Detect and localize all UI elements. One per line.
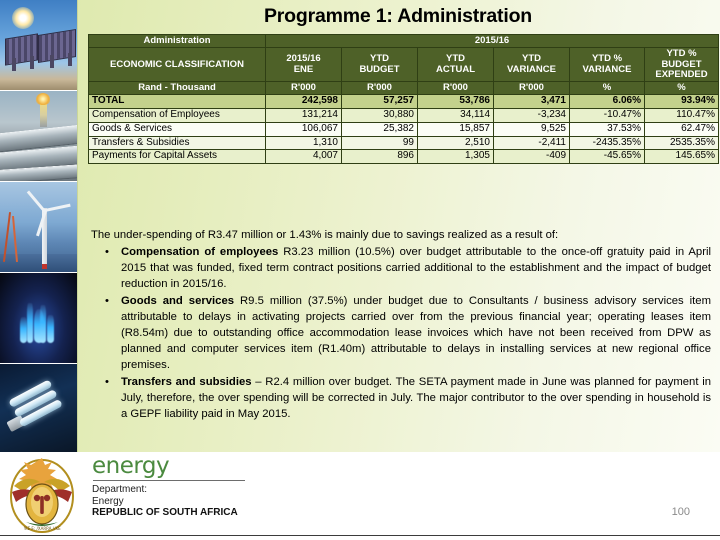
cell-ytd-budget: 896: [342, 150, 418, 164]
cell-ytd-budget: 99: [342, 136, 418, 150]
energy-image-strip: [0, 0, 78, 452]
logo-line-energy: Energy: [92, 495, 124, 507]
header-col-ytd-actual: [418, 48, 494, 82]
list-item: [87, 293, 711, 373]
cell-ytd-budget: 57,257: [342, 95, 418, 109]
row-label: Goods & Services: [89, 122, 266, 136]
cell-ytd-pct-variance: -2435.35%: [570, 136, 645, 150]
logo-line-country: REPUBLIC OF SOUTH AFRICA: [92, 507, 238, 518]
cell-ytd-pct-budget-expended: 145.65%: [645, 150, 719, 164]
logo-wordmark: energy: [92, 453, 170, 479]
cell-ytd-pct-budget-expended: 62.47%: [645, 122, 719, 136]
strip-image-cfl-bulb: [0, 364, 77, 452]
bullet-lead: Transfers and subsidies: [121, 376, 252, 389]
header-col-ytd-pct-budget-expended-l3: EXPENDED: [655, 68, 708, 80]
header-col-ytd-actual-l2: ACTUAL: [435, 63, 476, 75]
bullet-body: – R2.4 million over budget. The SETA payment made in June was planned for payment in July, therefore, the over spending will be corrected in July. The major contributor to the over spending in household is a GEPF liability paid in May 2015.: [121, 376, 711, 421]
cell-ene: 106,067: [266, 122, 342, 136]
cell-ytd-actual: 53,786: [418, 95, 494, 109]
header-col-ytd-pct-budget-expended-l1: YTD %: [666, 48, 697, 60]
table-header-row-units: [89, 82, 719, 95]
header-col-ene-l2: ENE: [293, 63, 314, 75]
table-row: [89, 150, 719, 164]
bullet-lead: Compensation of employees: [121, 246, 279, 259]
south-african-coat-of-arms: [6, 452, 78, 534]
footer-rule: [0, 535, 720, 536]
cell-ytd-variance: -3,234: [494, 109, 570, 123]
table-header-row-top: [89, 35, 719, 48]
header-economic-classification: ECONOMIC CLASSIFICATION: [89, 48, 266, 82]
strip-image-wind-turbine: [0, 182, 77, 273]
cell-ytd-variance: 9,525: [494, 122, 570, 136]
bullet-glyph-icon: •: [105, 376, 109, 389]
list-item: [87, 374, 711, 422]
cell-ene: 1,310: [266, 136, 342, 150]
header-col-ytd-pct-variance-l2: VARIANCE: [582, 63, 632, 75]
cell-ytd-variance: -2,411: [494, 136, 570, 150]
header-unit-ytd-budget: R'000: [342, 82, 418, 95]
header-col-ytd-budget-l1: YTD: [370, 53, 389, 65]
cell-ytd-actual: 1,305: [418, 150, 494, 164]
logo-divider: [93, 480, 245, 481]
header-col-ene-l1: 2015/16: [286, 53, 321, 65]
header-unit-ytd-actual: R'000: [418, 82, 494, 95]
header-col-ytd-variance-l1: YTD: [522, 53, 541, 65]
department-logo: [92, 455, 342, 519]
strip-image-blue-flame: [0, 273, 77, 364]
header-unit-label: Rand - Thousand: [89, 82, 266, 95]
bullet-lead: Goods and services: [121, 295, 235, 308]
row-label: TOTAL: [89, 95, 266, 109]
header-col-ytd-budget: [342, 48, 418, 82]
svg-text:!KE E: /XARRA //KE: !KE E: /XARRA //KE: [23, 526, 61, 531]
page-number: 100: [671, 506, 690, 518]
narrative-text: [87, 227, 711, 423]
header-col-ytd-variance: [494, 48, 570, 82]
header-col-ytd-pct-budget-expended-l2: BUDGET: [661, 58, 702, 70]
header-col-ytd-actual-l1: YTD: [446, 53, 465, 65]
cell-ytd-pct-variance: -10.47%: [570, 109, 645, 123]
cell-ytd-variance: 3,471: [494, 95, 570, 109]
cell-ytd-pct-budget-expended: 2535.35%: [645, 136, 719, 150]
header-col-ene: [266, 48, 342, 82]
bullet-glyph-icon: •: [105, 246, 109, 259]
cell-ene: 4,007: [266, 150, 342, 164]
table-body: [89, 95, 719, 164]
table-header: [89, 35, 719, 95]
table-row: [89, 95, 719, 109]
row-label: Compensation of Employees: [89, 109, 266, 123]
cell-ytd-variance: -409: [494, 150, 570, 164]
table-row: [89, 136, 719, 150]
list-item: [87, 244, 711, 292]
cell-ytd-pct-variance: 6.06%: [570, 95, 645, 109]
header-col-ytd-pct-variance-l1: YTD %: [591, 53, 623, 65]
bullet-body: R9.5 million (37.5%) under budget due to Consultants / business advisory services item attributable to delays in activating projects carried over from the previous financial year; operating leases item (R8.54m) due to outstanding office accommodation lease invoices which have not been received from DPW as planned and computer services item (R1.40m) attributable to delays in installing services at new regional office premises.: [121, 295, 711, 372]
cell-ytd-pct-budget-expended: 93.94%: [645, 95, 719, 109]
sun-glow: [12, 7, 34, 29]
cell-ytd-pct-variance: 37.53%: [570, 122, 645, 136]
header-unit-ytd-pct-variance: %: [570, 82, 645, 95]
cell-ene: 242,598: [266, 95, 342, 109]
header-col-ytd-pct-budget-expended: [645, 48, 719, 82]
bullet-body: R3.23 million (10.5%) over budget attributable to the once-off gratuity paid in April 2015 that was funded, fixed term contract positions carried additional to the establishment and the impact of budget reduction in 2015/16.: [121, 246, 711, 291]
header-programme-name: Administration: [89, 35, 266, 48]
strip-image-gas-pipeline: [0, 91, 77, 182]
row-label: Transfers & Subsidies: [89, 136, 266, 150]
table-row: [89, 109, 719, 123]
header-unit-ytd-pct-budget-expended: %: [645, 82, 719, 95]
logo-line-department: Department:: [92, 484, 148, 495]
cell-ytd-actual: 2,510: [418, 136, 494, 150]
cell-ytd-pct-budget-expended: 110.47%: [645, 109, 719, 123]
cell-ytd-budget: 30,880: [342, 109, 418, 123]
page-title: Programme 1: Administration: [263, 5, 532, 27]
header-unit-ytd-variance: R'000: [494, 82, 570, 95]
header-col-ytd-variance-l2: VARIANCE: [507, 63, 556, 75]
header-financial-year: 2015/16: [266, 35, 719, 48]
header-col-ytd-budget-l2: BUDGET: [359, 63, 400, 75]
cell-ytd-pct-variance: -45.65%: [570, 150, 645, 164]
narrative-intro: The under-spending of R3.47 million or 1.43% is mainly due to savings realized as a result of:: [91, 229, 559, 241]
cell-ene: 131,214: [266, 109, 342, 123]
header-unit-ene: R'000: [266, 82, 342, 95]
row-label: Payments for Capital Assets: [89, 150, 266, 164]
table-row: [89, 122, 719, 136]
narrative-bullet-list: [87, 244, 711, 422]
cell-ytd-budget: 25,382: [342, 122, 418, 136]
cell-ytd-actual: 34,114: [418, 109, 494, 123]
budget-table: [88, 34, 719, 164]
strip-image-solar-panels: [0, 0, 77, 91]
header-col-ytd-pct-variance: [570, 48, 645, 82]
table-header-row-columns: [89, 48, 719, 82]
cell-ytd-actual: 15,857: [418, 122, 494, 136]
bullet-glyph-icon: •: [105, 295, 109, 308]
